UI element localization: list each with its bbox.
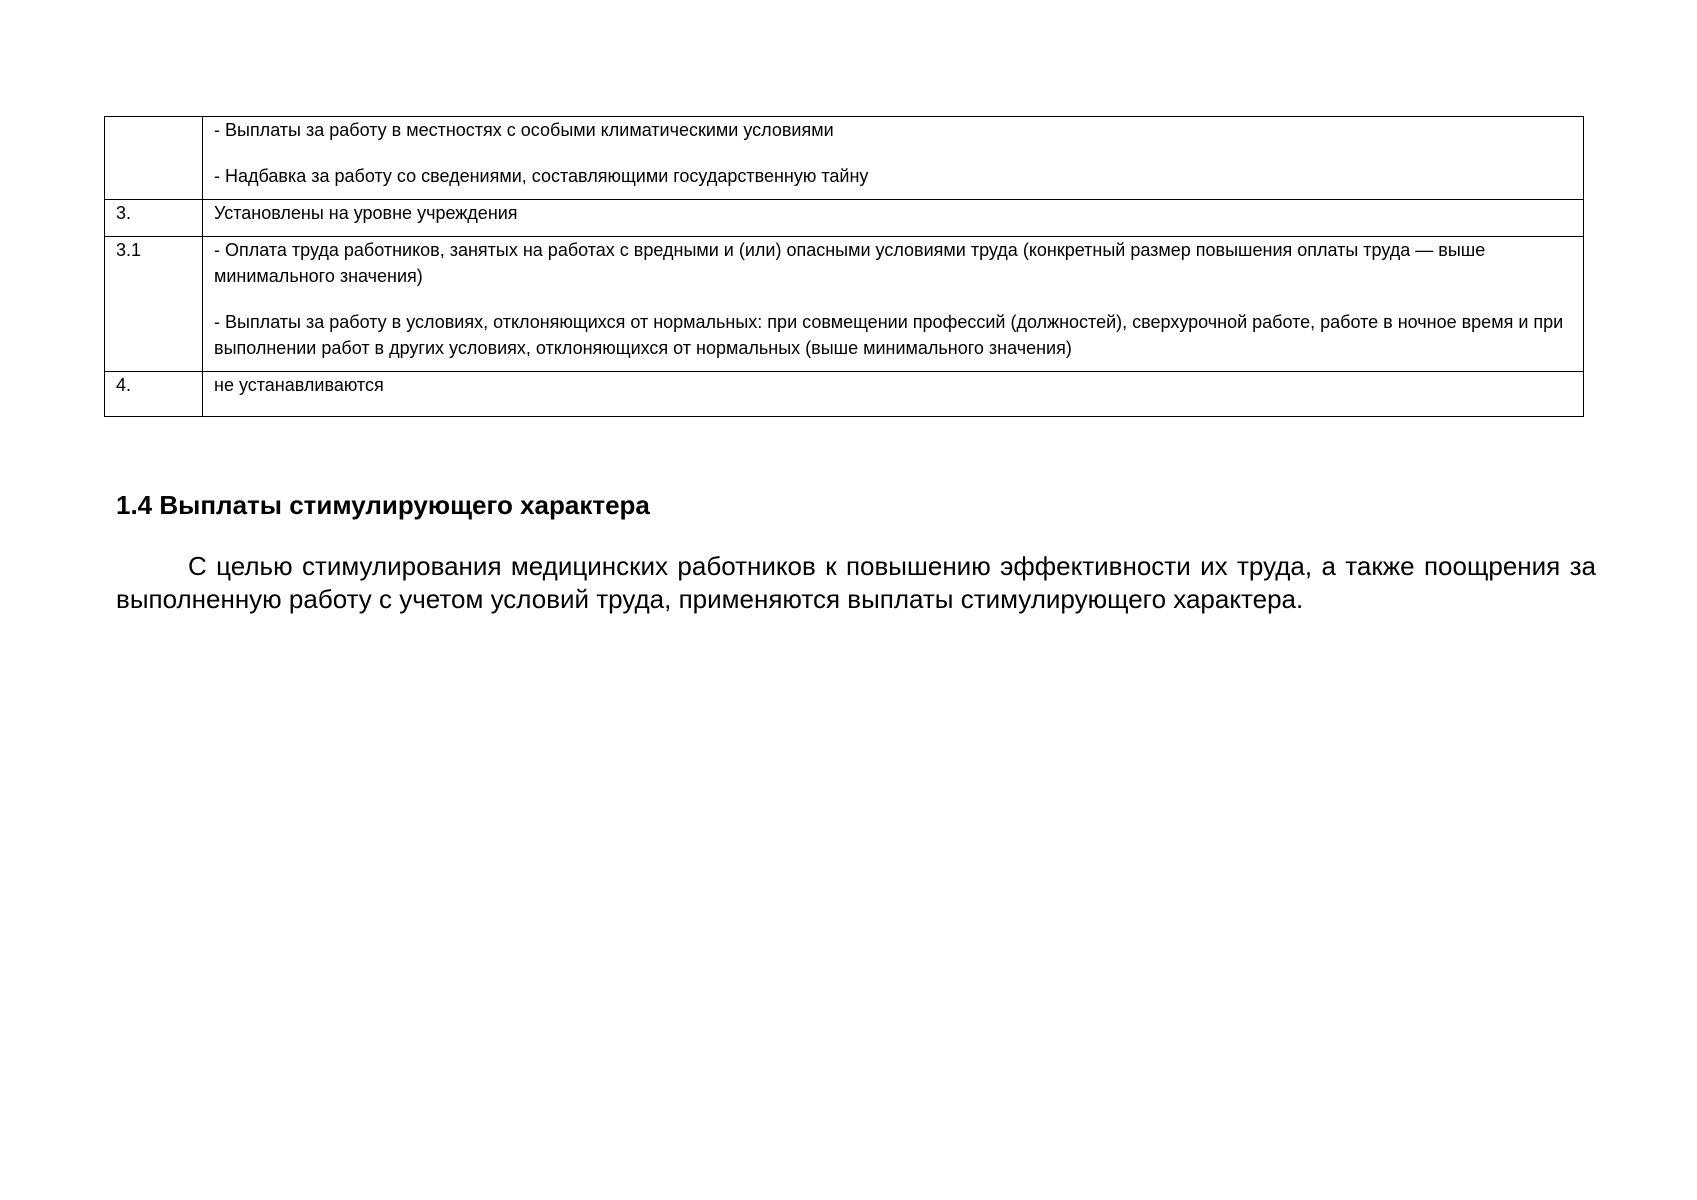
table-row — [105, 200, 1584, 237]
body-paragraph: С целью стимулирования медицинских работников к повышению эффективности их труда, а также поощрения за выполненную работу с учетом условий труда, применяются выплаты стимулирующего характера. — [116, 551, 1596, 614]
row-content-cell — [203, 237, 1584, 372]
table-row-text: - Оплата труда работников, занятых на работах с вредными и (или) опасными условиями труда (конкретный размер повышения оплаты труда — выше минимального значения) — [214, 240, 1486, 286]
table-row-text: Установлены на уровне учреждения — [214, 203, 518, 223]
table-row — [105, 237, 1584, 372]
table-row-text: - Выплаты за работу в местностях с особыми климатическими условиями — [214, 120, 834, 140]
row-number-cell: 3. — [105, 200, 203, 237]
table-row-text: - Выплаты за работу в условиях, отклоняющихся от нормальных: при совмещении профессий (должностей), сверхурочной работе, работе в ночное время и при выполнении работ в других условиях, отклоняющихся от нормальных (выше минимального значения) — [214, 312, 1564, 358]
table-row — [105, 117, 1584, 200]
table-row-text: не устанавливаются — [214, 375, 384, 395]
table-row-text: - Надбавка за работу со сведениями, составляющими государственную тайну — [214, 166, 869, 186]
row-number-cell: 3.1 — [105, 237, 203, 372]
row-number-cell — [105, 117, 203, 200]
table-row — [105, 372, 1584, 417]
payments-table — [104, 116, 1584, 417]
row-number-cell: 4. — [105, 372, 203, 417]
row-content-cell — [203, 117, 1584, 200]
row-content-cell — [203, 372, 1584, 417]
section-heading: 1.4 Выплаты стимулирующего характера — [116, 490, 650, 520]
row-content-cell — [203, 200, 1584, 237]
